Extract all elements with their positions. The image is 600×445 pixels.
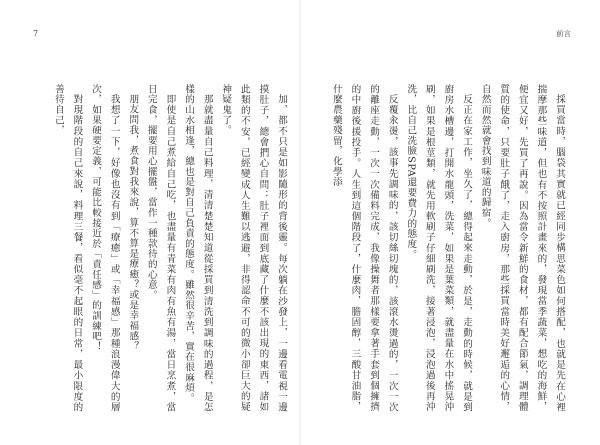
right-paragraph-3: 反覆汆燙，該事先調味的，該切絲切塊的，該滾水燙過的，一次一次的離座走動，一次一次備料完成，我像操舞者那樣要拿著手套到個擁擠的中廚後援投手。人生到這個階段了，什麼肉，膽固醇，三酸甘油脂，什麼農藥殘留，化學添 (330, 84, 398, 412)
left-paragraph-6: 對現階段的自己來說，料理三餐，看似毫不起眼的日常，最小限度的善待自己， (52, 84, 83, 412)
right-paragraph-2: 反正在家工作，坐久了，總得起來走動，於是，走動的時候，就是到廚房水槽邊，打開水龍頭，洗菜，如果是葉菜類，就盡量在水中搖晃沖刷，如果是根莖類，就先用軟刷子仔細刷洗，接著浸泡，浸泡過後再沖洗，比自己洗臉SPA還要費力的態度。 (405, 84, 473, 412)
left-paragraph-4: 朋友問我，煮食對我來說，算不算是療癒？或是幸福感？ (127, 93, 139, 352)
right-paragraph-1: 採買當時，腦袋其實就已經同步構思菜色如何搭配，也就是先在心裡揣摩那些味道，但也有不按照計畫來的，發現當季蔬菜，想吃的海鮮，便宜又好，先買了再說。因為當令新鮮的食材，都有配合節氣，調理體質的使命，只要肚子餓了，走入廚房，那些採買當時美好邂逅的心情，自然而然就會找到味道的歸宿。 (479, 84, 565, 412)
left-paragraph-1: 加，都不只是如影隨形的背後靈。每次躺在沙發上，一邊看電視一邊摸肚子，總會捫心自問：肚子裡面到底藏了什麼不該出現的東西，諸如此類的不安，已經變成人生難以逃避，非得認命不可的微小卻巨大的疑神疑鬼了。 (220, 84, 287, 412)
left-paragraph-3: 即使是自己煮給自己吃，也盡量有青菜有肉有魚有湯，當日烹煮，當日完食，擺要用心擺盤，當作一種款待的心意。 (145, 84, 176, 412)
left-page-text (28, 84, 290, 412)
left-paragraph-2: 那就盡量自己料理，清清楚楚知道從採買到清洗到調味的過程，是怎樣的山水相逢，總也是對自己負責的態度。雖然很辛苦，實在很麻煩。 (183, 84, 213, 412)
right-running-head: 前言 (556, 29, 571, 38)
right-page-text (313, 84, 568, 412)
book-gutter (299, 0, 301, 445)
left-paragraph-5: 我想了一下，好像也沒有到「療癒」或「幸福感」那種浪漫偉大的層次，如果硬要定義，可能比較接近於「責任感」的訓練吧！ (90, 84, 120, 412)
left-page-number: 7 (33, 29, 39, 38)
